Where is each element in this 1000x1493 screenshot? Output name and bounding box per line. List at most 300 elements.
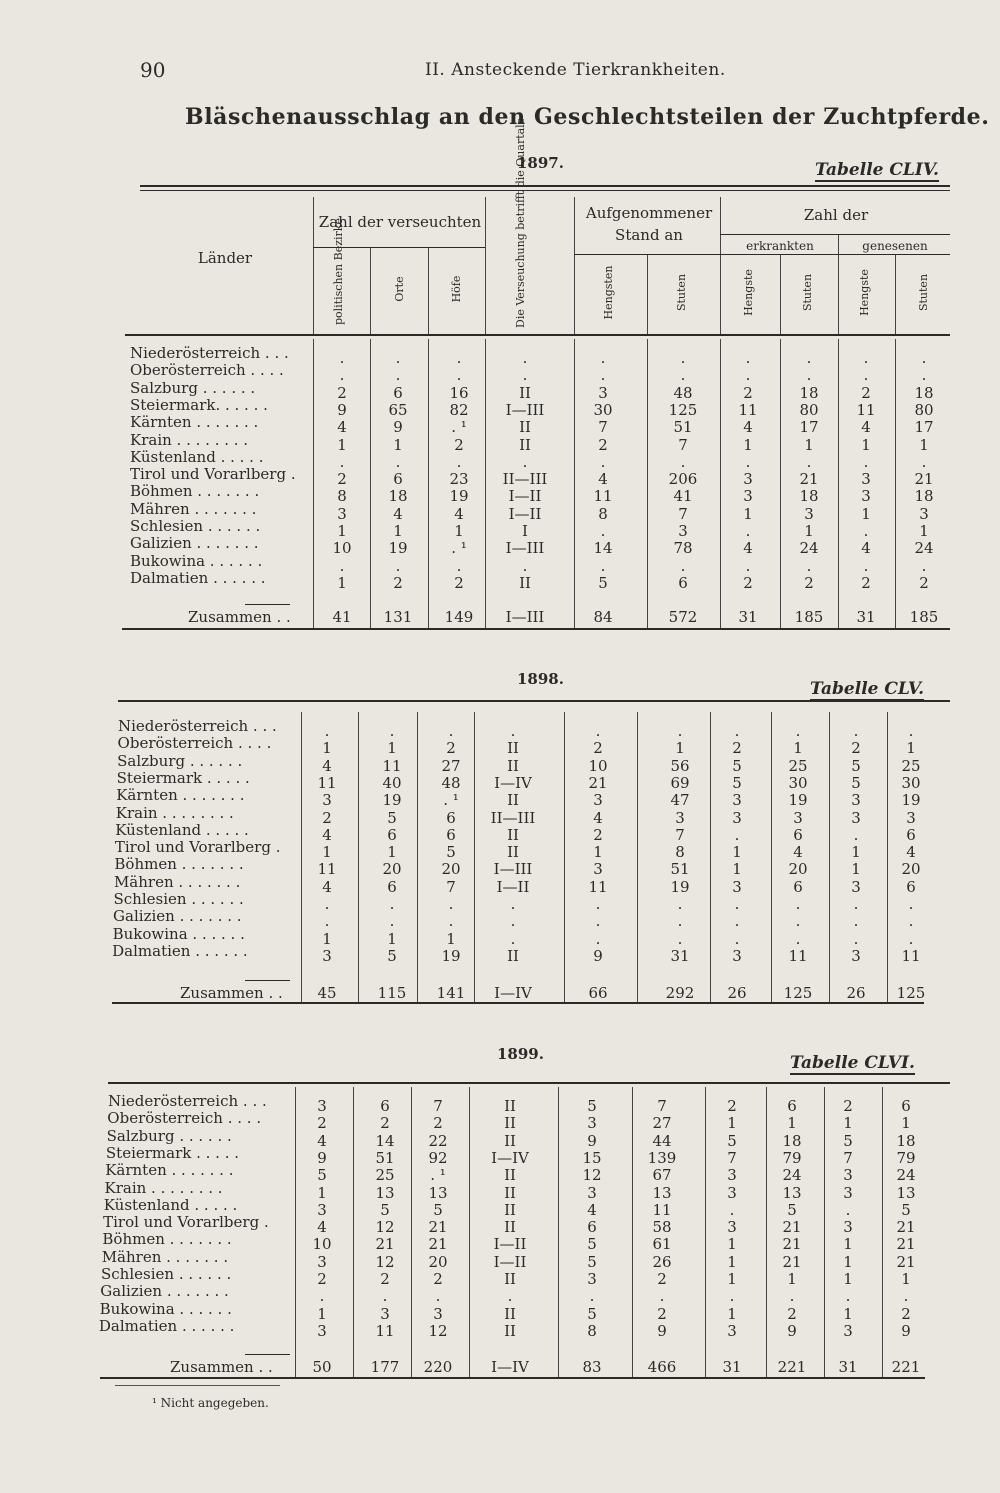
- table-cell: 51: [375, 1148, 395, 1167]
- row-land-label: Krain . . . . . . . .: [130, 430, 249, 449]
- table-cell: .: [908, 895, 914, 913]
- header-genesenen: genesenen: [862, 239, 928, 253]
- table-cell: 92: [428, 1148, 448, 1167]
- table-cell: 19: [449, 487, 469, 506]
- table-cell: II: [507, 739, 519, 758]
- totals-separator: [245, 980, 290, 981]
- table-cell: 61: [652, 1235, 672, 1254]
- table-cell: .: [595, 895, 601, 913]
- row-land-label: Mähren . . . . . . .: [101, 1247, 229, 1266]
- col-divider: [632, 1087, 633, 1377]
- col-divider: [411, 1087, 412, 1377]
- table-cell: .: [745, 522, 751, 540]
- total-cell: 31: [838, 1358, 858, 1376]
- table-cell: 8: [675, 843, 685, 862]
- table-cell: 3: [317, 1252, 327, 1271]
- table-cell: 4: [743, 418, 753, 437]
- table-cell: 2: [743, 383, 753, 402]
- table-cell: 3: [675, 808, 685, 827]
- table-cell: 19: [670, 877, 690, 896]
- header-laender: Länder: [197, 249, 253, 267]
- table-cell: 21: [896, 1218, 916, 1237]
- col-divider: [313, 339, 314, 628]
- table-cell: 2: [393, 573, 403, 592]
- total-cell: 83: [582, 1358, 602, 1376]
- table-cell: .: [339, 349, 345, 367]
- row-land-label: Mähren . . . . . . .: [113, 872, 241, 891]
- table-cell: .: [448, 722, 454, 740]
- row-land-label: Galizien . . . . . . .: [100, 1282, 229, 1301]
- table-cell: .: [863, 366, 869, 385]
- table-cell: 1: [793, 739, 803, 758]
- table-cell: 44: [652, 1131, 672, 1150]
- table-cell: 2: [598, 435, 608, 454]
- table-cell: 3: [743, 487, 753, 506]
- table-cell: 3: [861, 470, 871, 489]
- table-cell: 14: [375, 1131, 395, 1150]
- footnote: ¹ Nicht angegeben.: [152, 1396, 269, 1410]
- table-cell: 24: [914, 539, 934, 558]
- row-land-label: Küstenland . . . . .: [115, 820, 249, 839]
- table-cell: I—III: [493, 860, 533, 879]
- table-cell: 6: [793, 825, 803, 844]
- tabelle-label-1899: Tabelle CLVI.: [790, 1053, 915, 1073]
- table-cell: 10: [332, 539, 352, 558]
- table-cell: 21: [896, 1252, 916, 1271]
- table-cell: 21: [896, 1235, 916, 1254]
- table-cell: 4: [743, 539, 753, 558]
- table-cell: 5: [587, 1252, 597, 1271]
- table-cell: II: [504, 1131, 516, 1150]
- table-cell: 1: [743, 435, 753, 454]
- table-cell: II: [507, 791, 519, 810]
- table-cell: .: [600, 556, 606, 575]
- table-cell: 2: [322, 808, 332, 827]
- table-cell: 24: [782, 1166, 802, 1185]
- header-stuten-erkrankt: Stuten: [801, 273, 814, 312]
- table-cell: 9: [587, 1131, 597, 1150]
- table-cell: .: [921, 349, 927, 367]
- row-land-label: Bukowina . . . . . .: [112, 924, 245, 943]
- row-land-label: Steiermark. . . . . .: [130, 395, 268, 414]
- table-cell: 5: [433, 1200, 443, 1219]
- table-top-rule: [118, 700, 950, 702]
- table-cell: 1: [393, 522, 403, 540]
- table-cell: 18: [799, 383, 819, 402]
- row-land-label: Bukowina . . . . . .: [130, 551, 263, 570]
- col-divider: [647, 255, 648, 334]
- table-cell: 21: [588, 773, 608, 792]
- col-divider: [780, 255, 781, 334]
- row-land-label: Galizien . . . . . . .: [113, 907, 242, 926]
- table-cell: .: [734, 825, 740, 844]
- table-cell: 17: [914, 418, 934, 437]
- total-cell: 131: [383, 608, 413, 626]
- col-divider: [295, 1087, 296, 1377]
- zusammen-label: Zusammen . .: [180, 984, 283, 1002]
- table-cell: 9: [657, 1321, 667, 1340]
- table-cell: 1: [727, 1114, 737, 1133]
- header-hoefe: Höfe: [450, 275, 463, 303]
- table-cell: 6: [446, 808, 456, 827]
- row-land-label: Küstenland . . . . .: [130, 447, 264, 466]
- table-cell: 1: [387, 929, 397, 948]
- page-header: [140, 58, 900, 88]
- table-cell: 1: [593, 843, 603, 862]
- table-cell: 2: [380, 1114, 390, 1133]
- table-cell: 3: [843, 1218, 853, 1237]
- table-cell: .: [382, 1287, 388, 1306]
- table-cell: .: [680, 452, 686, 471]
- table-cell: 4: [793, 843, 803, 862]
- row-land-label: Mähren . . . . . . .: [130, 499, 257, 518]
- table-cell: .: [324, 722, 330, 740]
- table-cell: 3: [906, 808, 916, 827]
- table-cell: .: [734, 895, 740, 913]
- table-cell: .: [339, 452, 345, 471]
- table-cell: .: [806, 556, 812, 575]
- table-cell: .: [795, 895, 801, 913]
- table-cell: 4: [337, 418, 347, 437]
- table-cell: .: [389, 912, 395, 931]
- table-cell: 30: [593, 400, 613, 419]
- header-quartale: Die Verseuchung betrifft die Quartale: [514, 117, 527, 328]
- table-cell: .: [510, 722, 516, 740]
- table-cell: 4: [317, 1218, 327, 1237]
- table-cell: 6: [793, 877, 803, 896]
- table-cell: 1: [337, 522, 347, 540]
- table-cell: 6: [393, 470, 403, 489]
- row-land-label: Bukowina . . . . . .: [99, 1299, 232, 1318]
- table-cell: 2: [337, 470, 347, 489]
- table-cell: 69: [670, 773, 690, 792]
- table-cell: 47: [670, 791, 690, 810]
- row-land-label: Oberösterreich . . . .: [130, 361, 284, 380]
- table-cell: 41: [673, 487, 693, 506]
- table-cell: II: [519, 418, 531, 437]
- table-cell: 21: [914, 470, 934, 489]
- table-cell: .: [510, 929, 516, 948]
- table-cell: 58: [652, 1218, 672, 1237]
- col-divider: [485, 197, 486, 334]
- table-cell: 5: [446, 843, 456, 862]
- col-divider: [428, 339, 429, 628]
- total-cell: 125: [783, 984, 813, 1002]
- row-land-label: Küstenland . . . . .: [103, 1195, 238, 1214]
- table-cell: 3: [678, 522, 688, 540]
- table-cell: 19: [388, 539, 408, 558]
- table-cell: 1: [906, 739, 916, 758]
- table-cell: 5: [901, 1200, 911, 1219]
- table-cell: 5: [843, 1131, 853, 1150]
- table-cell: .: [595, 722, 601, 740]
- table-cell: 2: [433, 1114, 443, 1133]
- table-cell: 5: [387, 946, 397, 965]
- table-cell: .: [510, 912, 516, 931]
- table-cell: 11: [317, 773, 337, 792]
- table-cell: .: [677, 895, 683, 913]
- col-divider: [564, 712, 565, 1002]
- year-1899: 1899.: [497, 1045, 544, 1063]
- table-cell: I—III: [505, 539, 545, 558]
- table-cell: 25: [901, 756, 921, 775]
- table-cell: .: [395, 366, 401, 385]
- col-divider: [370, 339, 371, 628]
- table-cell: 7: [675, 825, 685, 844]
- table-cell: 1: [732, 843, 742, 862]
- table-cell: 1: [743, 504, 753, 523]
- table-cell: 3: [743, 470, 753, 489]
- table-cell: 4: [322, 825, 332, 844]
- table-cell: .: [522, 366, 528, 385]
- table-cell: 11: [382, 756, 402, 775]
- table-cell: . ¹: [443, 791, 459, 810]
- col-divider: [428, 248, 429, 334]
- table-cell: 21: [428, 1235, 448, 1254]
- table-cell: .: [908, 722, 914, 740]
- table-cell: .: [729, 1200, 735, 1219]
- col-divider: [895, 255, 896, 334]
- table-cell: 4: [861, 539, 871, 558]
- table-cell: .: [510, 895, 516, 913]
- table-cell: 1: [919, 435, 929, 454]
- table-cell: .: [522, 556, 528, 575]
- table-cell: 4: [593, 808, 603, 827]
- table-cell: .: [319, 1287, 325, 1306]
- table-cell: 3: [587, 1270, 597, 1288]
- table-cell: II: [519, 435, 531, 454]
- table-cell: II: [507, 756, 519, 775]
- table-cell: 3: [598, 383, 608, 402]
- table-cell: 1: [387, 843, 397, 862]
- table-cell: 1: [804, 522, 814, 540]
- row-land-label: Salzburg . . . . . .: [130, 378, 256, 397]
- table-cell: 6: [587, 1218, 597, 1237]
- table-cell: 20: [428, 1252, 448, 1271]
- col-divider: [485, 339, 486, 628]
- table-cell: 1: [804, 435, 814, 454]
- col-divider: [574, 339, 575, 628]
- table-cell: 6: [901, 1097, 911, 1115]
- table-cell: .: [522, 349, 528, 367]
- table-cell: . ¹: [451, 539, 467, 558]
- table-cell: 5: [587, 1097, 597, 1115]
- table-cell: 2: [861, 383, 871, 402]
- table-cell: 125: [668, 400, 698, 419]
- table-cell: 4: [393, 504, 403, 523]
- table-cell: .: [595, 912, 601, 931]
- table-cell: 3: [919, 504, 929, 523]
- col-divider: [705, 1087, 706, 1377]
- total-cell: 221: [777, 1358, 807, 1376]
- table-cell: .: [680, 366, 686, 385]
- total-cell: 292: [665, 984, 695, 1002]
- table-cell: 26: [652, 1252, 672, 1271]
- table-cell: 13: [375, 1183, 395, 1202]
- table-cell: 13: [428, 1183, 448, 1202]
- table-cell: 3: [793, 808, 803, 827]
- table-cell: 1: [787, 1270, 797, 1288]
- table-cell: .: [600, 522, 606, 540]
- table-cell: 11: [788, 946, 808, 965]
- table-cell: 3: [317, 1200, 327, 1219]
- table-cell: 18: [782, 1131, 802, 1150]
- table-cell: I—II: [508, 504, 542, 523]
- table-cell: .: [395, 452, 401, 471]
- table-cell: .: [448, 912, 454, 931]
- row-land-label: Schlesien . . . . . .: [130, 517, 261, 535]
- table-cell: .: [324, 912, 330, 931]
- table-cell: 2: [861, 573, 871, 592]
- table-cell: 31: [670, 946, 690, 965]
- table-cell: 9: [317, 1148, 327, 1167]
- table-cell: 2: [657, 1304, 667, 1323]
- tabelle-label-1897: Tabelle CLIV.: [815, 160, 939, 180]
- table-cell: II: [504, 1114, 516, 1133]
- table-cell: 79: [782, 1148, 802, 1167]
- table-cell: 3: [732, 877, 742, 896]
- table-bottom-rule: [112, 1002, 924, 1004]
- table-cell: 27: [652, 1114, 672, 1133]
- table-cell: .: [677, 929, 683, 948]
- table-cell: 3: [804, 504, 814, 523]
- col-divider: [647, 339, 648, 628]
- table-cell: 40: [382, 773, 402, 792]
- subheader-rule: [574, 254, 720, 255]
- table-cell: 1: [727, 1270, 737, 1288]
- table-cell: 30: [788, 773, 808, 792]
- table-cell: 11: [738, 400, 758, 419]
- table-cell: 1: [843, 1270, 853, 1288]
- table-cell: 1: [727, 1235, 737, 1254]
- total-cell: 177: [370, 1358, 400, 1376]
- table-cell: 7: [446, 877, 456, 896]
- total-cell: 31: [856, 608, 876, 626]
- table-cell: 1: [843, 1252, 853, 1271]
- header-top-rule-2: [140, 190, 950, 191]
- table-cell: .: [600, 366, 606, 385]
- row-land-label: Galizien . . . . . . .: [130, 534, 259, 553]
- row-land-label: Tirol und Vorarlberg .: [130, 465, 296, 484]
- table-cell: 18: [896, 1131, 916, 1150]
- table-cell: 4: [598, 470, 608, 489]
- row-land-label: Dalmatien . . . . . .: [112, 941, 248, 960]
- col-divider: [574, 197, 575, 334]
- row-land-label: Böhmen . . . . . . .: [130, 482, 260, 501]
- table-cell: .: [863, 522, 869, 540]
- table-cell: 3: [843, 1166, 853, 1185]
- col-divider: [838, 339, 839, 628]
- table-cell: 19: [441, 946, 461, 965]
- row-land-label: Kärnten . . . . . . .: [105, 1161, 234, 1180]
- table-cell: .: [395, 556, 401, 575]
- header-top-rule: [140, 185, 950, 187]
- table-cell: .: [853, 722, 859, 740]
- table-cell: 3: [322, 946, 332, 965]
- table-cell: 2: [901, 1304, 911, 1323]
- table-cell: .: [659, 1287, 665, 1306]
- table-cell: 3: [851, 808, 861, 827]
- table-cell: .: [745, 349, 751, 367]
- table-cell: 3: [851, 946, 861, 965]
- table-cell: 5: [851, 773, 861, 792]
- table-cell: 1: [843, 1304, 853, 1323]
- zusammen-label: Zusammen . .: [188, 608, 291, 626]
- year-1898: 1898.: [517, 670, 564, 688]
- table-cell: 2: [843, 1097, 853, 1115]
- table-cell: 3: [851, 877, 861, 896]
- table-cell: .: [745, 452, 751, 471]
- total-cell: 66: [588, 984, 608, 1002]
- table-cell: 20: [382, 860, 402, 879]
- total-cell: I—III: [505, 608, 545, 626]
- table-cell: II: [507, 843, 519, 862]
- table-cell: .: [324, 895, 330, 913]
- table-cell: .: [600, 349, 606, 367]
- table-cell: II: [504, 1166, 516, 1185]
- table-cell: 8: [598, 504, 608, 523]
- header-zahl-verseuchten: Zahl der verseuchten: [318, 213, 482, 231]
- total-cell: 185: [794, 608, 824, 626]
- total-cell: 220: [423, 1358, 453, 1376]
- table-cell: 206: [668, 470, 698, 489]
- table-cell: .: [921, 452, 927, 471]
- col-divider: [895, 339, 896, 628]
- table-cell: 4: [322, 877, 332, 896]
- row-land-label: Krain . . . . . . . .: [104, 1178, 223, 1197]
- table-cell: 3: [337, 504, 347, 523]
- table-cell: 12: [375, 1218, 395, 1237]
- table-cell: 7: [843, 1148, 853, 1167]
- table-cell: .: [863, 556, 869, 575]
- table-cell: 2: [593, 739, 603, 758]
- table-cell: 6: [393, 383, 403, 402]
- table-cell: 18: [388, 487, 408, 506]
- header-zahl-der: Zahl der: [803, 206, 869, 224]
- table-cell: 16: [449, 383, 469, 402]
- table-cell: 19: [901, 791, 921, 810]
- table-cell: .: [395, 349, 401, 367]
- table-cell: .: [677, 912, 683, 931]
- table-cell: 11: [593, 487, 613, 506]
- table-cell: .: [522, 452, 528, 471]
- table-cell: 25: [788, 756, 808, 775]
- table-cell: 2: [919, 573, 929, 592]
- table-cell: 1: [919, 522, 929, 540]
- table-cell: 1: [317, 1304, 327, 1323]
- table-cell: 7: [678, 435, 688, 454]
- table-cell: 2: [787, 1304, 797, 1323]
- table-cell: 3: [380, 1304, 390, 1323]
- table-cell: 6: [380, 1097, 390, 1115]
- table-cell: I—II: [493, 1252, 527, 1271]
- table-cell: 3: [843, 1321, 853, 1340]
- header-stuten-genesen: Stuten: [917, 273, 930, 312]
- table-cell: .: [789, 1287, 795, 1306]
- table-cell: II: [507, 946, 519, 965]
- table-cell: 9: [593, 946, 603, 965]
- table-cell: 11: [856, 400, 876, 419]
- table-cell: I—II: [508, 487, 542, 506]
- col-divider: [637, 712, 638, 1002]
- table-cell: 3: [587, 1183, 597, 1202]
- table-cell: 1: [901, 1270, 911, 1288]
- header-stand-an: Stand an: [615, 226, 683, 244]
- table-cell: 10: [588, 756, 608, 775]
- table-cell: 51: [673, 418, 693, 437]
- table-cell: I—II: [496, 877, 530, 896]
- table-cell: .: [745, 556, 751, 575]
